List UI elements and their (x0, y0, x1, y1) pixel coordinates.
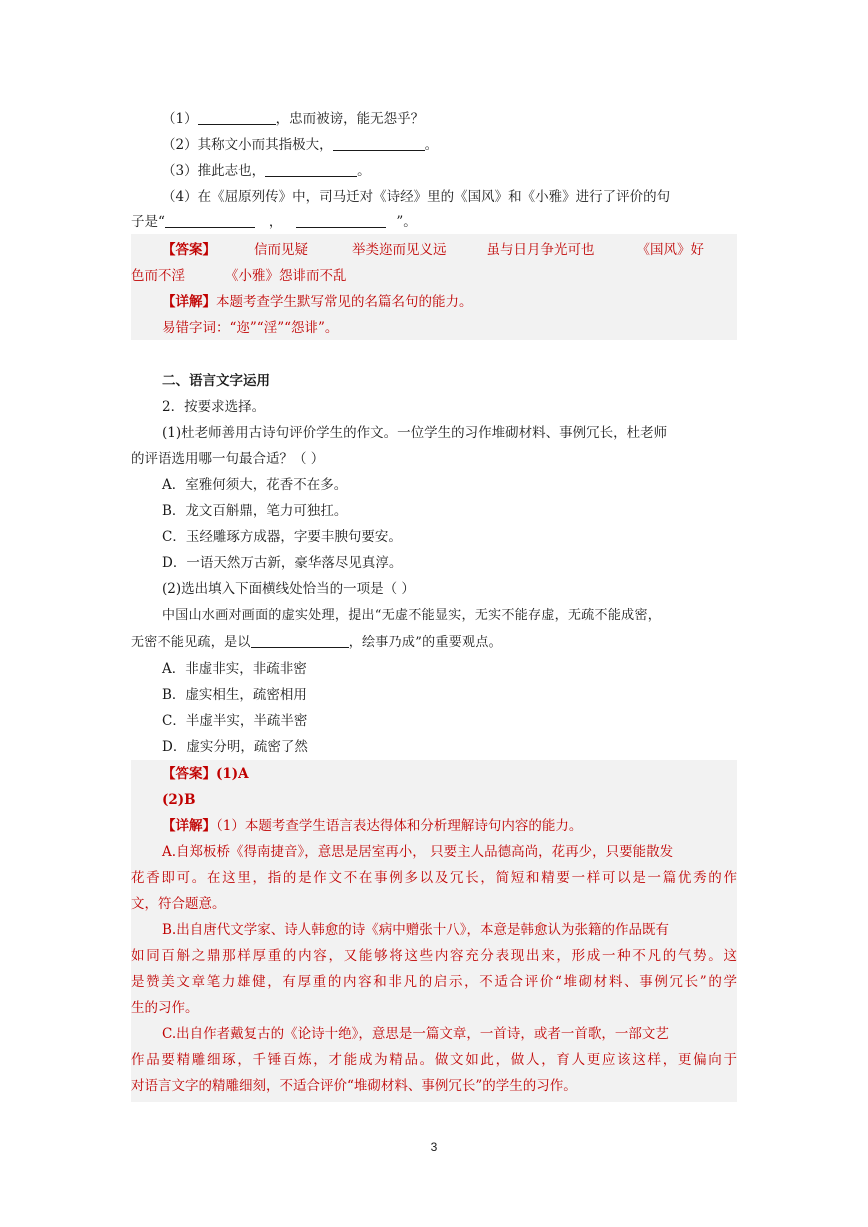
q2-detail-b-line-3: 是赞美文章笔力雄健，有厚重的内容和非凡的启示，不适合评价“堆砌材料、事例冗长”的学 (131, 974, 737, 990)
quote-suffix: ，绘事乃成”的重要观点。 (348, 635, 502, 650)
q2-detail-c-line-1: C.出自作者戴复古的《论诗十绝》，意思是一篇文章，一首诗，或者一首歌，一部文艺 (162, 1026, 669, 1042)
answer-tag: 【答案】 (162, 242, 216, 258)
q1-item-4-suffix: ”。 (396, 214, 417, 230)
q1-item-4-line-2 (131, 213, 737, 231)
q2-detail-c-line-3: 对语言文字的精雕细刻，不适合评价“堆砌材料、事例冗长”的学生的习作。 (131, 1078, 577, 1094)
answer-blank (265, 162, 357, 177)
q1-item-2 (162, 136, 737, 154)
q1-answer-2: 举类迩而见义远 (352, 242, 447, 258)
q2-detail-1-text: （1）本题考查学生语言表达得体和分析理解诗句内容的能力。 (216, 818, 583, 834)
q1-error-words: 易错字词：“迩”“淫”“怨诽”。 (162, 320, 339, 336)
section-heading: 二、语言文字运用 (162, 373, 270, 389)
q2-part2-quote-line-2 (131, 633, 737, 652)
q2-detail-b-line-2: 如同百斛之鼎那样厚重的内容，又能够将这些内容充分表现出来，形成一种不凡的气势。这 (131, 948, 737, 964)
answer-blank (333, 136, 425, 151)
q2-detail-a-line-2: 花香即可。在这里，指的是作文不在事例多以及冗长，简短和精要一样可以是一篇优秀的作 (131, 870, 737, 886)
q1-answer-line-2 (131, 267, 737, 285)
q2-detail-c-line-2: 作品要精雕细琢，千锤百炼，才能成为精品。做文如此，做人，育人更应该这样，更偏向于 (131, 1052, 737, 1068)
q2-part1-option-c: C．玉经雕琢方成器，字要丰腴句要安。 (162, 529, 402, 545)
q1-detail-text: 本题考查学生默写常见的名篇名句的能力。 (216, 294, 473, 310)
q1-detail (162, 293, 737, 311)
q2-detail-a-line-3: 文，符合题意。 (131, 896, 226, 912)
q2-detail-a-line-1: A.自郑板桥《得南捷音》，意思是居室再小， 只要主人品德高尚，花再少，只要能散发 (162, 844, 674, 860)
q1-item-3-prefix: （3）推此志也， (162, 163, 266, 179)
answer-blank (296, 213, 386, 228)
q1-item-3-suffix: 。 (357, 163, 371, 179)
q1-item-1-prefix: （1） (162, 111, 198, 127)
q1-answer-5: 《小雅》怨诽而不乱 (225, 268, 347, 284)
q1-answer-3: 虽与日月争光可也 (486, 242, 595, 258)
q1-item-2-suffix: 。 (424, 137, 439, 153)
q1-item-2-prefix: （2）其称文小而其指极大， (162, 137, 333, 153)
detail-tag: 【详解】 (162, 818, 216, 834)
q2-part1-line-2: 的评语选用哪一句最合适？（ ） (131, 451, 325, 467)
q1-answer-line-1 (162, 241, 737, 259)
q2-answer-1: (1)A (216, 766, 249, 782)
answer-tag: 【答案】 (162, 766, 216, 782)
answer-blank (165, 213, 255, 228)
page-number: 3 (430, 1140, 438, 1154)
q1-answer-1: 信而见疑 (254, 242, 308, 258)
q1-answer-4a: 《国风》好 (636, 242, 704, 258)
detail-tag: 【详解】 (162, 294, 216, 310)
q2-part2-option-b: B．虚实相生，疏密相用 (162, 687, 307, 703)
q1-item-4-prefix: 子是“ (131, 214, 165, 230)
answer-blank (251, 633, 349, 648)
q2-part2-option-d: D．虚实分明，疏密了然 (162, 739, 308, 755)
q1-item-4-line-1: （4）在《屈原列传》中，司马迁对《诗经》里的《国风》和《小雅》进行了评价的句 (162, 189, 671, 205)
q2-part1-option-d: D．一语天然万古新，豪华落尽见真淳。 (162, 555, 403, 571)
q2-detail-1 (162, 817, 737, 835)
q1-item-1 (162, 110, 737, 128)
answer-blank (198, 110, 276, 125)
q2-answer-line-1 (162, 765, 737, 783)
q2-part2-quote-line-1: 中国山水画对画面的虚实处理，提出“无虚不能显实，无实不能存虚，无疏不能成密， (162, 608, 662, 623)
q2-part2-stem: (2)选出填入下面横线处恰当的一项是（ ） (162, 581, 415, 597)
quote-prefix: 无密不能见疏，是以 (131, 635, 251, 650)
q2-detail-b-line-1: B.出自唐代文学家、诗人韩愈的诗《病中赠张十八》，本意是韩愈认为张籍的作品既有 (162, 922, 669, 938)
q2-part2-option-c: C．半虚半实，半疏半密 (162, 713, 308, 729)
q2-part1-line-1: (1)杜老师善用古诗句评价学生的作文。一位学生的习作堆砌材料、事例冗长，杜老师 (162, 425, 668, 441)
q1-item-3 (162, 162, 737, 180)
q2-part1-option-a: A．室雅何须大，花香不在多。 (162, 477, 348, 493)
q2-part1-option-b: B．龙文百斛鼎，笔力可独扛。 (162, 503, 348, 519)
q1-item-4-comma: ， (268, 214, 283, 230)
q1-answer-4b: 色而不淫 (131, 268, 185, 284)
q2-part2-option-a: A．非虚非实，非疏非密 (162, 661, 307, 677)
q2-detail-b-line-4: 生的习作。 (131, 1000, 199, 1016)
q2-intro: 2．按要求选择。 (162, 399, 266, 415)
q2-answer-2: (2)B (162, 792, 196, 808)
q1-item-1-suffix: ，忠而被谤，能无怨乎？ (275, 111, 425, 127)
